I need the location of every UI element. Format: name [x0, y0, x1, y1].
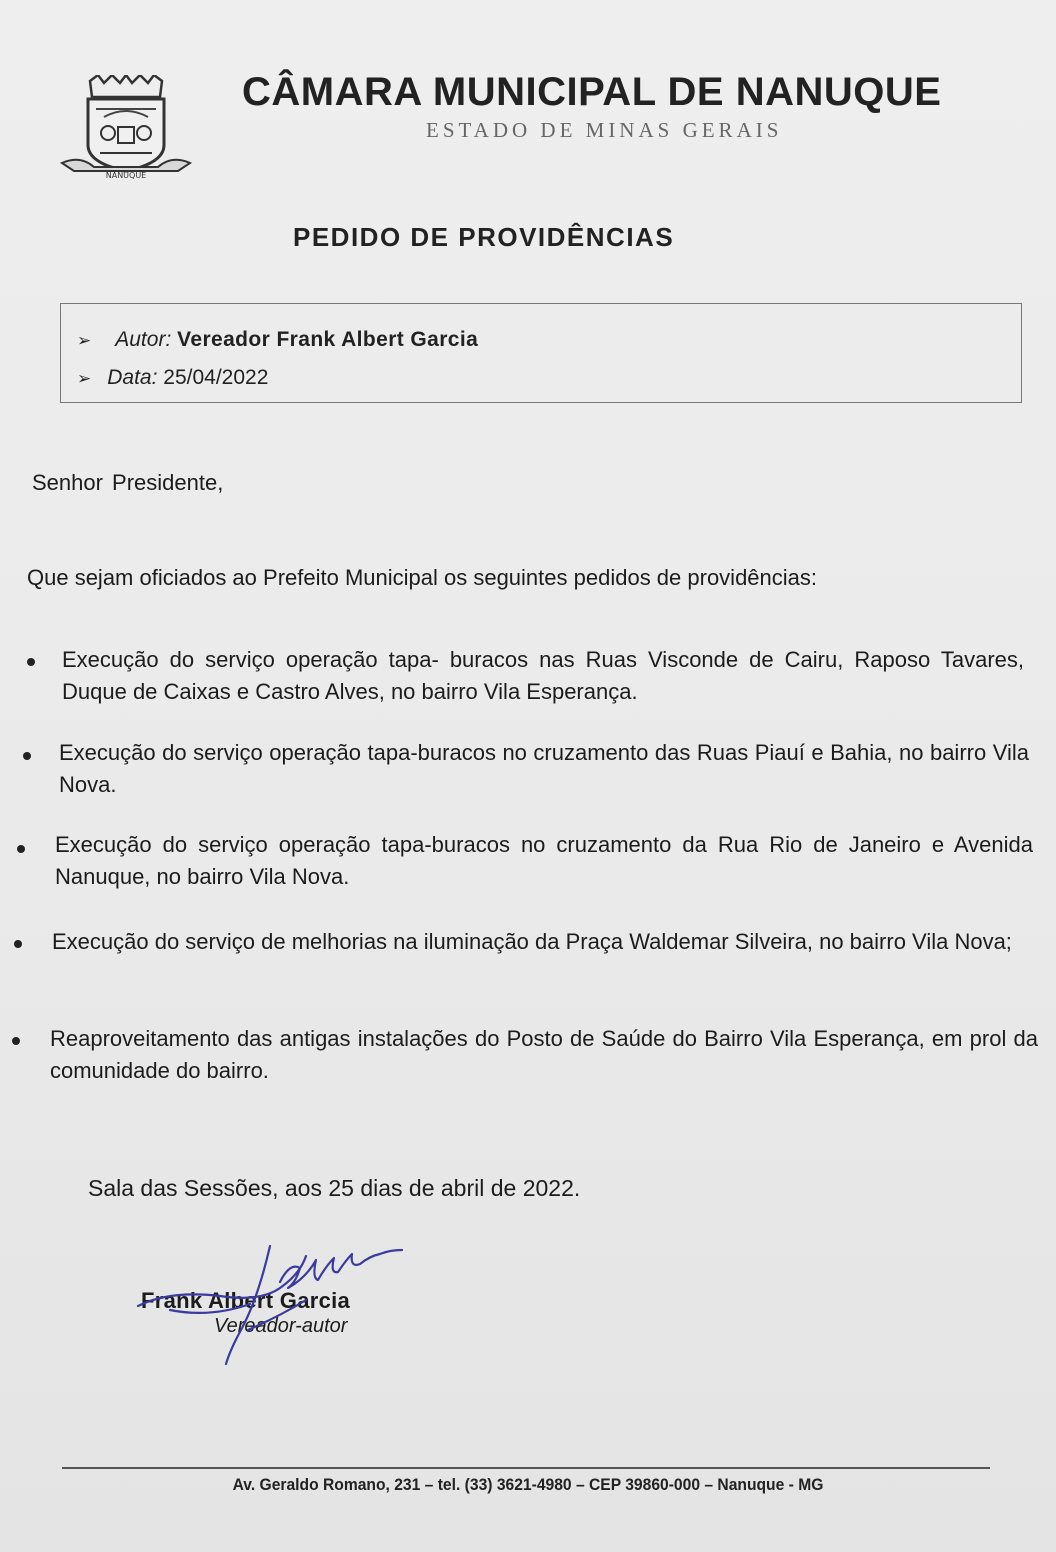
document-title: PEDIDO DE PROVIDÊNCIAS: [293, 222, 675, 252]
signer-name: Frank Albert Garcia: [141, 1288, 351, 1313]
handwritten-signature-icon: [130, 1238, 420, 1373]
date-label: Data:: [107, 366, 158, 389]
metadata-box: [60, 303, 1022, 403]
date-line: [77, 366, 268, 390]
request-item: Execução do serviço operação tapa-buracos no cruzamento das Ruas Piauí e Bahia, no bairro Vila Nova.: [59, 740, 1029, 797]
bullet-icon: [17, 845, 25, 853]
organization-title: CÂMARA MUNICIPAL DE NANUQUE: [242, 70, 942, 114]
bullet-icon: [23, 752, 31, 760]
request-item: Execução do serviço de melhorias na iluminação da Praça Waldemar Silveira, no bairro Vila Nova;: [52, 929, 1012, 954]
date-value: 25/04/2022: [163, 366, 269, 389]
author-line: [77, 328, 478, 352]
author-value: Vereador Frank Albert Garcia: [177, 328, 479, 351]
author-label: Autor:: [115, 328, 172, 351]
request-item: Reaproveitamento das antigas instalações do Posto de Saúde do Bairro Vila Esperança, em prol da comunidade do bairro.: [50, 1026, 1038, 1083]
footer-address: Av. Geraldo Romano, 231 – tel. (33) 3621-4980 – CEP 39860-000 – Nanuque - MG: [232, 1475, 824, 1494]
bullet-icon: [12, 1037, 20, 1045]
bullet-icon: [27, 658, 35, 666]
bullet-icon: [14, 940, 22, 948]
salutation: Senhor Presidente,: [32, 470, 224, 495]
intro-paragraph: Que sejam oficiados ao Prefeito Municipal os seguintes pedidos de providências:: [27, 565, 818, 590]
signer-role: Vereador-autor: [214, 1315, 348, 1337]
footer-divider: [62, 1467, 990, 1469]
crest-banner-text: NANUQUE: [105, 171, 147, 180]
closing-line: Sala das Sessões, aos 25 dias de abril de 2022.: [88, 1175, 581, 1201]
municipal-coat-of-arms-icon: [60, 75, 192, 183]
arrow-bullet-icon: ➢: [77, 331, 92, 350]
request-item: Execução do serviço operação tapa-buracos no cruzamento da Rua Rio de Janeiro e Avenida Nanuque, no bairro Vila Nova.: [55, 832, 1033, 889]
organization-subtitle: ESTADO DE MINAS GERAIS: [426, 118, 783, 142]
arrow-bullet-icon: ➢: [77, 369, 92, 388]
request-item: Execução do serviço operação tapa- buracos nas Ruas Visconde de Cairu, Raposo Tavares, Duque de Caixas e Castro Alves, no bairro Vila Esperança.: [62, 647, 1024, 704]
